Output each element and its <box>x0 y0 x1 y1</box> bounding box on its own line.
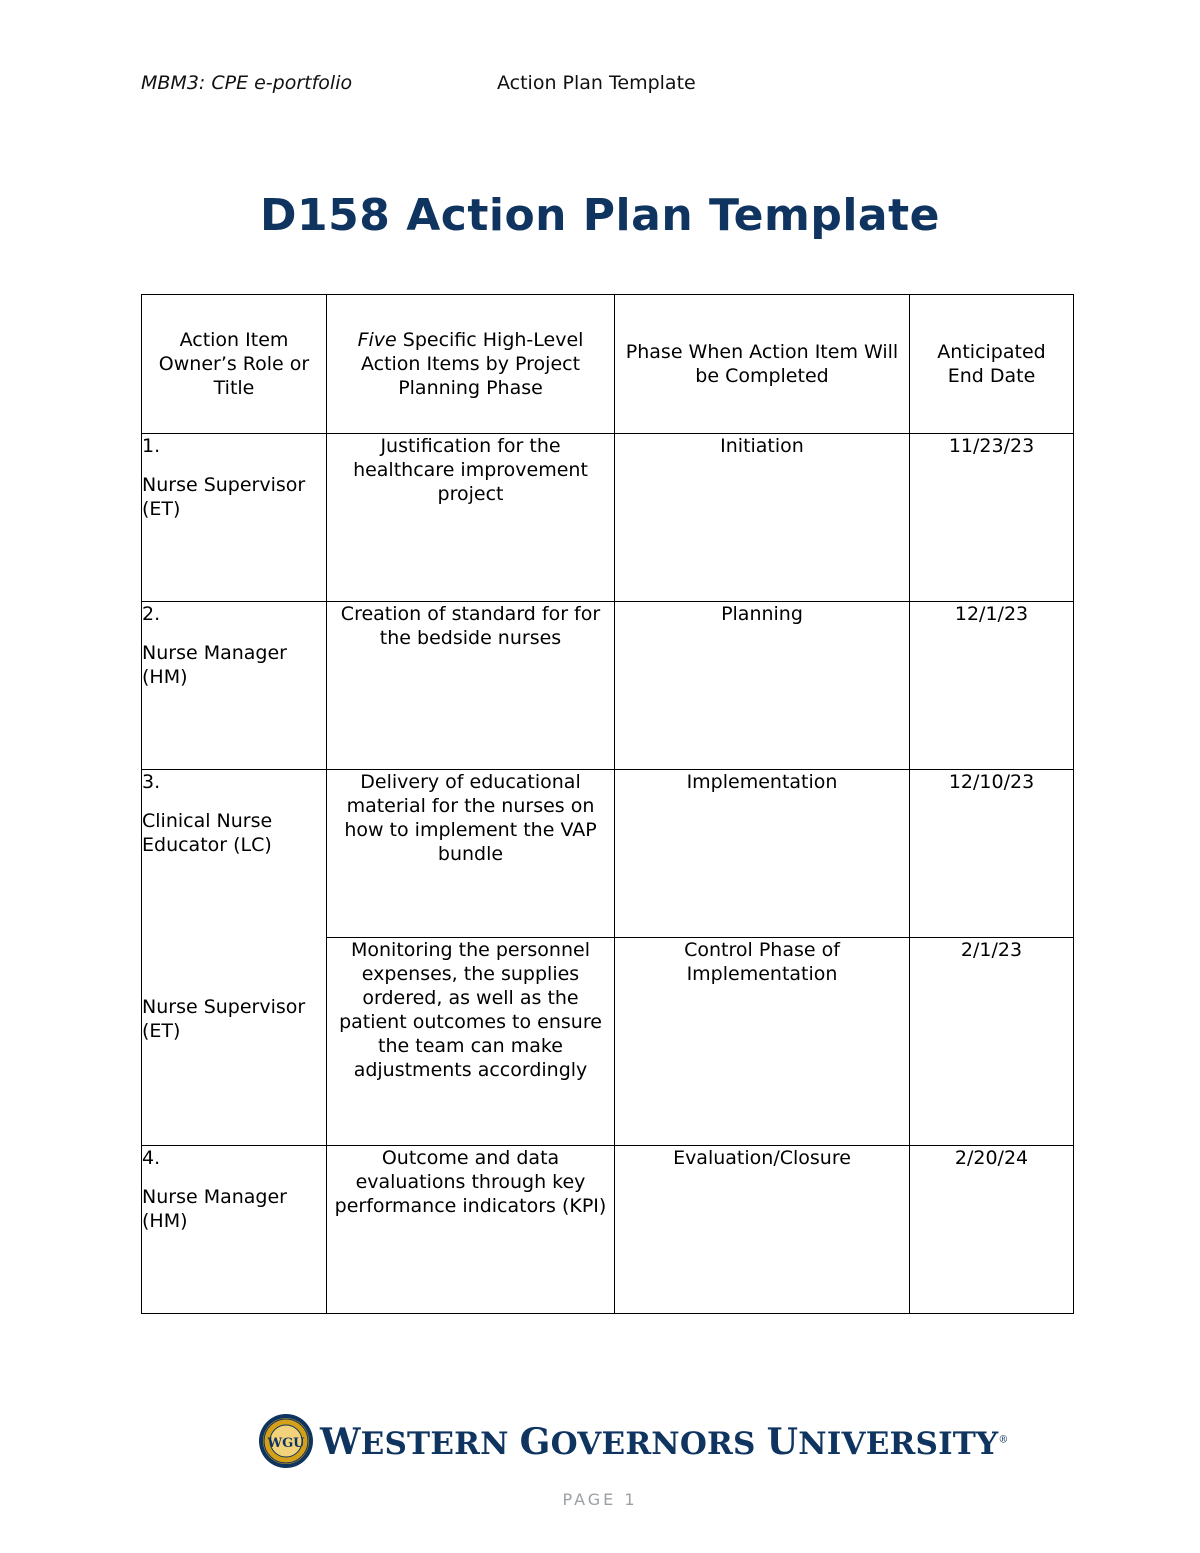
action-item-cell: Justification for the healthcare improvement project <box>327 434 615 602</box>
action-item-cell: Monitoring the personnel expenses, the supplies ordered, as well as the patient outcomes to ensure the team can make adjustments accordingly <box>327 938 615 1146</box>
wgu-logo <box>258 1413 1009 1469</box>
owner-cell <box>142 1146 327 1314</box>
owner-role-secondary: Nurse Supervisor (ET) <box>142 996 306 1042</box>
owner-role: Clinical Nurse Educator (LC) <box>142 810 273 856</box>
table-row <box>142 434 1074 602</box>
running-header-title: Action Plan Template <box>497 72 696 94</box>
wgu-seal-icon <box>258 1413 314 1469</box>
action-plan-table <box>141 294 1074 1314</box>
header-items-emphasis: Five <box>357 329 397 351</box>
wgu-wordmark: WESTERN GOVERNORS UNIVERSITY® <box>320 1421 1009 1463</box>
table-header-row <box>142 295 1074 434</box>
table-row <box>142 1146 1074 1314</box>
end-date-cell: 2/20/24 <box>910 1146 1074 1314</box>
action-item-cell: Delivery of educational material for the nurses on how to implement the VAP bundle <box>327 770 615 938</box>
header-action-items <box>327 295 615 434</box>
owner-role: Nurse Manager (HM) <box>142 1186 287 1232</box>
action-item-cell: Outcome and data evaluations through key performance indicators (KPI) <box>327 1146 615 1314</box>
running-header-course: MBM3: CPE e-portfolio <box>141 72 353 94</box>
phase-cell: Initiation <box>615 434 910 602</box>
owner-role: Nurse Supervisor (ET) <box>142 474 306 520</box>
table-row <box>142 770 1074 938</box>
page-number: PAGE 1 <box>562 1490 638 1509</box>
owner-spacer <box>142 857 326 995</box>
owner-cell <box>142 602 327 770</box>
row-number: 3. <box>142 771 161 793</box>
end-date-cell: 12/1/23 <box>910 602 1074 770</box>
phase-cell: Evaluation/Closure <box>615 1146 910 1314</box>
header-phase: Phase When Action Item Will be Completed <box>615 295 910 434</box>
row-number: 1. <box>142 435 161 457</box>
owner-cell <box>142 434 327 602</box>
document-title: D158 Action Plan Template <box>260 190 940 241</box>
table-row <box>142 602 1074 770</box>
header-items-text: Specific High-Level Action Items by Project Planning Phase <box>360 329 584 399</box>
row-number: 4. <box>142 1147 161 1169</box>
row-number: 2. <box>142 603 161 625</box>
owner-cell <box>142 770 327 1146</box>
phase-cell: Planning <box>615 602 910 770</box>
seal-initials: WGU <box>267 1436 305 1451</box>
action-item-cell: Creation of standard for for the bedside nurses <box>327 602 615 770</box>
end-date-cell: 2/1/23 <box>910 938 1074 1146</box>
phase-cell: Control Phase of Implementation <box>615 938 910 1146</box>
end-date-cell: 11/23/23 <box>910 434 1074 602</box>
end-date-cell: 12/10/23 <box>910 770 1074 938</box>
header-owner: Action Item Owner’s Role or Title <box>142 295 327 434</box>
owner-role: Nurse Manager (HM) <box>142 642 287 688</box>
header-end-date: Anticipated End Date <box>910 295 1074 434</box>
phase-cell: Implementation <box>615 770 910 938</box>
